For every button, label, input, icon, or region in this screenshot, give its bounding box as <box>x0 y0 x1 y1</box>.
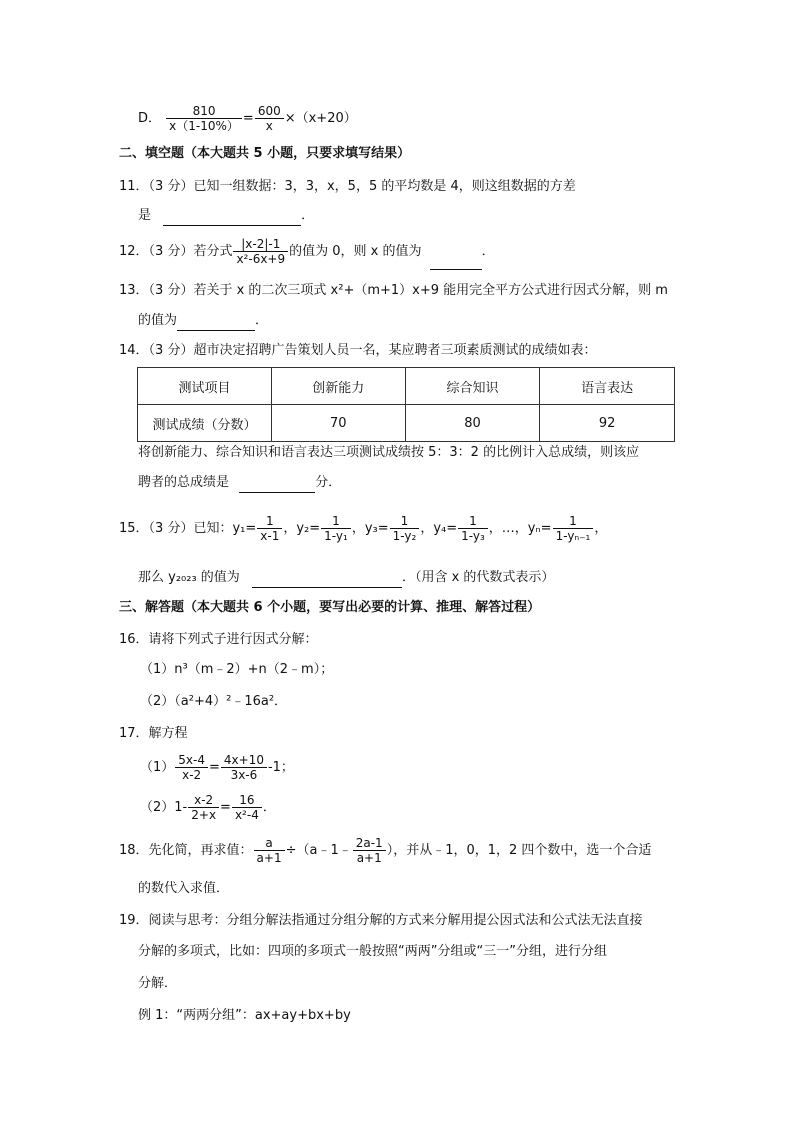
question-11-answer-line: 是 ． <box>138 206 314 226</box>
fraction: $\frac{5x-4}{x-2}$ <box>175 753 208 782</box>
fraction: $\frac{|x-2|-1}{\text{x²-6x+9}}$ <box>233 237 288 266</box>
question-17-title: 17．解方程 <box>119 726 188 741</box>
question-19-line-3: 分解． <box>138 976 178 991</box>
option-label: D． <box>138 111 162 126</box>
table-cell: 测试成绩（分数） <box>138 405 272 442</box>
table-row <box>138 405 675 442</box>
fraction: $\frac{16}{\text{x²-4}}$ <box>232 793 262 822</box>
table-cell: 创新能力 <box>271 368 405 405</box>
table-cell: 92 <box>540 405 675 442</box>
question-19-example-1: 例 1：“两两分组”：ax+ay+bx+by <box>138 1008 351 1023</box>
fraction: $\frac{2a-1}{a+1}$ <box>353 836 386 865</box>
q10-option-d: D． $\frac{810}{x(1-10\%)}$ = $\frac{600}{x}$ ×（x+20） <box>138 104 357 133</box>
question-14-answer-line: 聘者的总成绩是 分． <box>138 473 341 493</box>
fraction: $\frac{1}{\text{1-y₁}}$ <box>321 514 351 543</box>
question-15: 15．（3 分）已知：y₁= $\frac{1}{x-1}$ ，y₂= $\frac{1}{\text{1-y₁}}$ ，y₃= $\frac{1}{\text{1-y₂}}$ ，y₄= $\frac{1}{\text{1-y₃}}$ ，…，yₙ= $\frac{1}{\text{1-yₙ₋₁}}$ ， <box>119 514 608 543</box>
fraction: $\frac{1}{\text{1-y₂}}$ <box>390 514 420 543</box>
question-13-answer-line: 的值为 ． <box>138 311 268 331</box>
fraction: $\frac{x-2}{2+x}$ <box>188 793 219 822</box>
question-18-line-2: 的数代入求值． <box>138 881 230 896</box>
fraction: $\frac{a}{a+1}$ <box>254 836 285 865</box>
fraction: $\frac{1}{\text{1-y₃}}$ <box>458 514 488 543</box>
question-19-line-2: 分解的多项式，比如：四项的多项式一般按照“两两”分组或“三一”分组，进行分组 <box>138 944 607 959</box>
answer-blank[interactable] <box>252 573 402 588</box>
score-table <box>137 367 675 442</box>
fraction: $\frac{810}{x(1-10\%)}$ <box>166 104 242 133</box>
answer-blank[interactable] <box>177 316 255 331</box>
question-16-title: 16．请将下列式子进行因式分解： <box>119 632 318 647</box>
answer-blank[interactable] <box>163 211 301 226</box>
table-cell: 语言表达 <box>540 368 675 405</box>
question-18: 18．先化简，再求值： $\frac{a}{a+1}$ ÷（a﹣1﹣ $\frac{2a-1}{a+1}$ ），并从﹣1，0，1，2 四个数中，选一个合适 <box>119 836 652 865</box>
fraction: $\frac{1}{x-1}$ <box>257 514 282 543</box>
answer-blank[interactable] <box>430 255 482 270</box>
table-header-row <box>138 368 675 405</box>
question-17-item-1: （1） $\frac{5x-4}{x-2}$ = $\frac{4x+10}{3x-6}$ -1； <box>140 753 294 782</box>
question-19-line-1: 19．阅读与思考：分组分解法指通过分组分解的方式来分解用提公因式法和公式法无法直接 <box>119 913 643 928</box>
question-14-instruction: 将创新能力、综合知识和语言表达三项测试成绩按 5：3：2 的比例计入总成绩，则该应 <box>138 445 640 460</box>
question-15-answer-line: 那么 y₂₀₂₃ 的值为 ．（用含 x 的代数式表示） <box>138 568 554 588</box>
question-13-text: 13．（3 分）若关于 x 的二次三项式 x²+（m+1）x+9 能用完全平方公式进行因式分解，则 m <box>119 283 668 298</box>
question-12: 12．（3 分）若分式 $\frac{|x-2|-1}{\text{x²-6x+9}}$ 的值为 0，则 x 的值为 ． <box>119 234 495 270</box>
table-cell: 80 <box>405 405 540 442</box>
section-heading-fill-in: 二、填空题（本大题共 5 小题，只要求填写结果） <box>119 146 411 161</box>
question-14-text: 14．（3 分）超市决定招聘广告策划人员一名，某应聘者三项素质测试的成绩如表： <box>119 343 597 358</box>
table-cell: 综合知识 <box>405 368 540 405</box>
fraction: $\frac{600}{x}$ <box>255 104 284 133</box>
question-11-text: 11．（3 分）已知一组数据：3，3，x，5，5 的平均数是 4，则这组数据的方差 <box>119 179 576 194</box>
table-cell: 70 <box>271 405 405 442</box>
fraction: $\frac{4x+10}{3x-6}$ <box>221 753 267 782</box>
fraction: $\frac{1}{\text{1-yₙ₋₁}}$ <box>553 514 594 543</box>
question-16-item-1: （1）n³（m﹣2）+n（2﹣m）； <box>140 662 334 677</box>
table-cell: 测试项目 <box>138 368 272 405</box>
section-heading-solve: 三、解答题（本大题共 6 个小题，要写出必要的计算、推理、解答过程） <box>119 600 541 615</box>
question-16-item-2: （2）（a²+4）²﹣16a²． <box>140 694 288 709</box>
answer-blank[interactable] <box>239 478 315 493</box>
question-17-item-2: （2）1- $\frac{x-2}{2+x}$ = $\frac{16}{\text{x²-4}}$ ． <box>140 793 276 822</box>
